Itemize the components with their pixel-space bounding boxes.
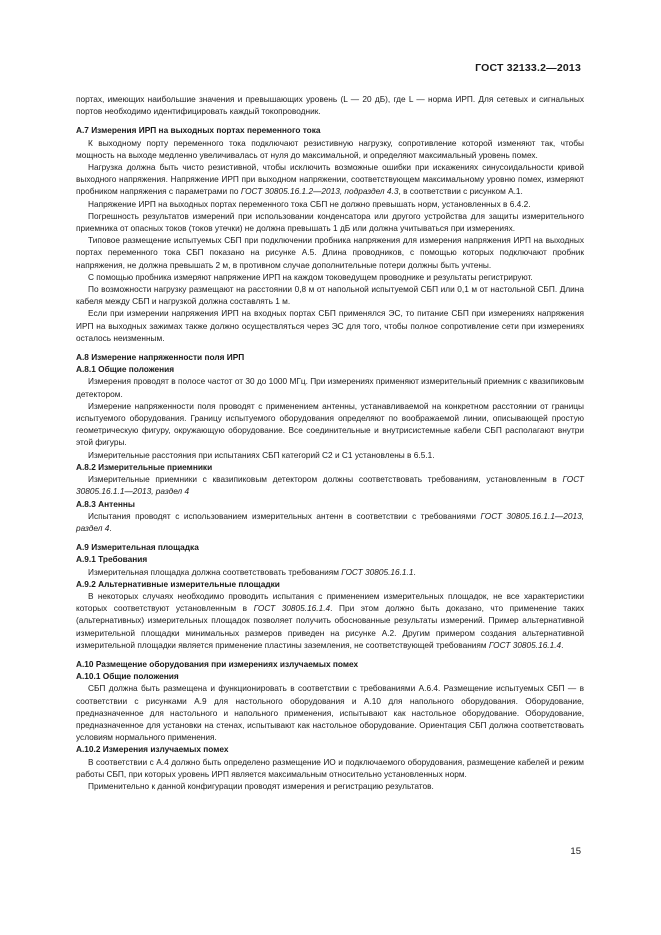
section-a92-title: А.9.2 Альтернативные измерительные площадки [76, 578, 280, 589]
section-a82-title: А.8.2 Измерительные приемники [76, 461, 213, 472]
a7-paragraph-7: По возможности нагрузку размещают на расстоянии 0,8 м от напольной испытуемой СБП или 0,1 м от настольной СБП. Длина кабеля между СБП и нагрузкой должна составлять 1 м. [76, 284, 584, 307]
intro-paragraph: портах, имеющих наибольшие значения и превышающих уровень (L — 20 дБ), где L — норма ИРП. Для сетевых и сигнальных портов необходимо идентифицировать каждый токопроводник. [76, 94, 584, 117]
a92-paragraph-1-middle: . При этом должно быть доказано, что применение таких (альтернативных) измерительных площадок позволяет получить обоснованные результаты измерений. Пример альтернативной измерительной площадки минимальных размеров приведен на рисунке А.2. Другим примером создания альтернативной измерительной площадки является применение пластины заземления, не соответствующей требованиям [76, 603, 585, 650]
a81-paragraph-2: Измерение напряженности поля проводят с применением антенны, устанавливаемой на конкретном расстоянии от границы испытуемого оборудования. Границу испытуемого оборудования определяют по воображаемой линии, описывающей простую геометрическую фигуру, окружающую оборудование. Все соединительные и внутрисистемные кабели СБП располагают внутри этой фигуры. [76, 400, 584, 448]
standard-reference: ГОСТ 30805.16.1.1—2013, раздел 4 [76, 510, 584, 533]
a83-paragraph-1 [76, 510, 584, 534]
a7-paragraph-2-text: Нагрузка должна быть чисто резистивной, чтобы исключить возможные ошибки при искажениях синусоидальности кривой выходного напряжения. Напряжение ИРП при выходном напряжении, соответствующем максимальному уровню помех, измеряют пробником напряжения с параметрами по [76, 162, 584, 197]
page-content [76, 93, 584, 792]
section-a81-title: А.8.1 Общие положения [76, 364, 175, 375]
a7-paragraph-2-tail: , в соответствии с рисунком А.1. [398, 186, 523, 197]
a91-paragraph-1-text: Измерительная площадка должна соответствовать требованиям [88, 566, 342, 577]
a7-paragraph-6: С помощью пробника измеряют напряжение ИРП на каждом токоведущем проводнике и результаты регистрируют. [88, 271, 533, 282]
a7-paragraph-8: Если при измерении напряжения ИРП на входных портах СБП применялся ЭС, то питание СБП при измерениях напряжения ИРП на выходных зажимах также должно осуществляться через ЭС для того, чтобы полное сопротивление сети при измерениях осталось неизменным. [76, 308, 584, 343]
a82-paragraph-1 [76, 473, 584, 497]
a102-paragraph-1: В соответствии с А.4 должно быть определено размещение ИО и подключаемого оборудования, размещение кабелей и режим работы СБП, при которых уровень ИРП является максимальным относительно установленных норм. [76, 756, 584, 779]
a7-paragraph-4: Погрешность результатов измерений при использовании конденсатора или другого устройства для защиты измерительного приемника от опасных токов (токов утечки) не должна превышать 1 дБ или должна учитываться при измерениях. [76, 210, 584, 234]
a7-paragraph-2 [76, 161, 584, 198]
standard-header: ГОСТ 32133.2—2013 [475, 62, 581, 74]
section-a7-title: А.7 Измерения ИРП на выходных портах переменного тока [76, 125, 321, 136]
standard-reference: ГОСТ 30805.16.1.4 [253, 603, 331, 614]
page-number: 15 [570, 846, 581, 857]
section-a102-title: А.10.2 Измерения излучаемых помех [76, 744, 229, 755]
section-a9-title: А.9 Измерительная площадка [76, 542, 199, 553]
standard-reference: ГОСТ 30805.16.1.1 [341, 566, 414, 577]
standard-reference: ГОСТ 30805.16.1.1—2013, раздел 4 [76, 474, 584, 497]
standard-reference: ГОСТ 30805.16.1.2—2013, подраздел 4.3 [240, 186, 399, 197]
a101-paragraph-1: СБП должна быть размещена и функционировать в соответствии с требованиями А.6.4. Размещение испытуемых СБП — в соответствии с рисунками А.9 для настольного оборудования и А.10 для напольного оборудования. Оборудование, предназначенное для настольного и напольного применения, испытывают как настольное оборудование. Оборудование, предназначенное для установки на стенах, испытывают как настольное оборудование. Ориентация СБП должна соответствовать условиям нормального применения. [76, 683, 584, 743]
section-a101-title: А.10.1 Общие положения [76, 671, 179, 682]
section-a8-title: А.8 Измерение напряженности поля ИРП [76, 352, 245, 363]
a81-paragraph-1: Измерения проводят в полосе частот от 30 до 1000 МГц. При измерениях применяют измерительный приемник с квазипиковым детектором. [76, 376, 584, 399]
a91-paragraph-1 [76, 566, 584, 578]
a92-paragraph-1-tail: . [561, 639, 564, 650]
a7-paragraph-5: Типовое размещение испытуемых СБП при подключении пробника напряжения для измерения напряжения ИРП на выходных портах переменного тока СБП показано на рисунке А.5. Длина проводников, с помощью которых подключают пробник напряжения, не должна превышать 2 м, в противном случае дополнительные потери должны быть учтены. [76, 235, 584, 270]
a92-paragraph-1-text: В некоторых случаях необходимо проводить испытания с применением измерительных площадок, не все характеристики которых соответствуют установленным в [76, 590, 584, 614]
a7-paragraph-3: Напряжение ИРП на выходных портах переменного тока СБП не должно превышать норм, установленных в 6.4.2. [88, 198, 531, 209]
a82-paragraph-1-text: Измерительные приемники с квазипиковым детектором должны соответствовать требованиям, установленным в [88, 474, 563, 485]
section-a10-title: А.10 Размещение оборудования при измерениях излучаемых помех [76, 658, 359, 669]
a102-paragraph-2: Применительно к данной конфигурации проводят измерения и регистрацию результатов. [88, 780, 434, 791]
a91-paragraph-1-tail: . [413, 566, 416, 577]
a7-paragraph-1: К выходному порту переменного тока подключают резистивную нагрузку, сопротивление которой изменяют так, чтобы мощность на выходе медленно увеличивалась от нуля до максимальной, и определяют максимальный уровень помех. [76, 137, 584, 160]
a83-paragraph-1-text: Испытания проводят с использованием измерительных антенн в соответствии с требованиями [88, 510, 481, 521]
a81-paragraph-3: Измерительные расстояния при испытаниях СБП категорий С2 и С1 установлены в 6.5.1. [88, 449, 435, 460]
section-a83-title: А.8.3 Антенны [76, 498, 135, 509]
a83-paragraph-1-tail: . [109, 522, 112, 533]
standard-reference: ГОСТ 30805.16.1.4 [488, 639, 562, 650]
section-a91-title: А.9.1 Требования [76, 554, 148, 565]
a92-paragraph-1 [76, 590, 584, 651]
